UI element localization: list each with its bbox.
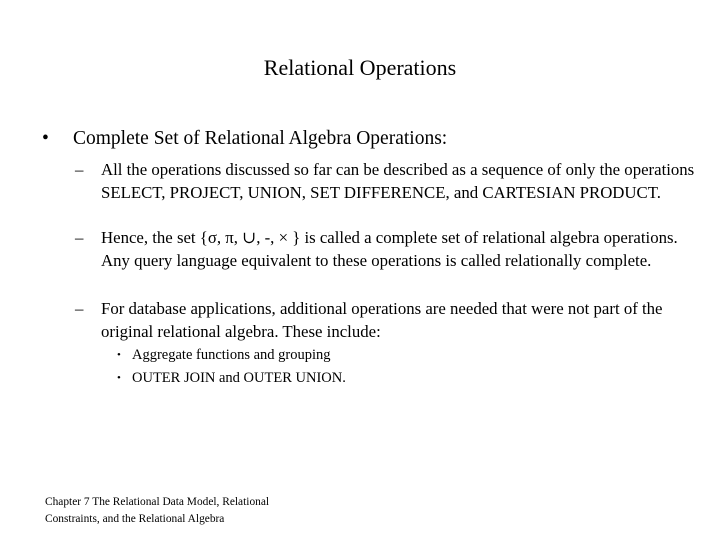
bullet-icon: • xyxy=(42,128,49,149)
main-point-text: Complete Set of Relational Algebra Operations: xyxy=(73,128,448,149)
sub-point-3 xyxy=(75,298,700,343)
nested-point-2 xyxy=(117,368,346,388)
sub-point-text: Hence, the set {σ, π, ∪, -, × } is called a complete set of relational algebra operations. Any query language equivalent to these operations is called relationally complete. xyxy=(101,228,678,270)
sub-point-1 xyxy=(75,159,700,204)
small-bullet-icon: • xyxy=(117,372,121,384)
sub-point-text: For database applications, additional operations are needed that were not part of the original relational algebra. These include: xyxy=(101,299,663,341)
dash-icon: – xyxy=(75,299,84,318)
sub-point-2 xyxy=(75,227,700,272)
slide-title: Relational Operations xyxy=(263,55,457,80)
nested-point-1 xyxy=(117,345,331,365)
dash-icon: – xyxy=(75,160,84,179)
nested-point-text: Aggregate functions and grouping xyxy=(132,347,331,363)
dash-icon: – xyxy=(75,228,84,247)
small-bullet-icon: • xyxy=(117,349,121,361)
nested-point-text: OUTER JOIN and OUTER UNION. xyxy=(132,370,346,386)
sub-point-text: All the operations discussed so far can be described as a sequence of only the operations SELECT, PROJECT, UNION, SET DIFFERENCE, and CARTESIAN PRODUCT. xyxy=(101,160,695,202)
slide-footer: Chapter 7 The Relational Data Model, Relational Constraints, and the Relational Algebra xyxy=(45,496,270,525)
